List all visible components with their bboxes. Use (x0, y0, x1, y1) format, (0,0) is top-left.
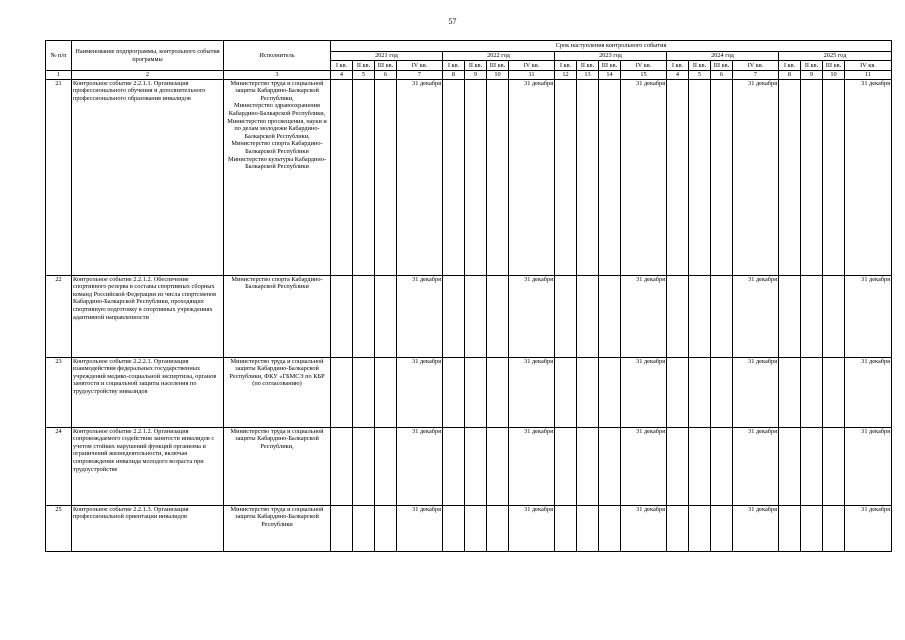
header-name: Наименование подпрограммы, контрольного события программы (72, 41, 224, 71)
empty-quarter-cell (667, 79, 689, 275)
table-row (46, 427, 892, 505)
empty-quarter-cell (555, 79, 577, 275)
executor-cell (224, 357, 331, 427)
column-number: 4 (331, 71, 353, 80)
quarter-header: I кв. (331, 61, 353, 71)
column-number: 7 (733, 71, 779, 80)
empty-quarter-cell (711, 505, 733, 551)
year-2025: 2025 год (779, 52, 892, 61)
year-2021: 2021 год (331, 52, 443, 61)
executor-line: Министерство здравоохранения Кабардино-Балкарской Республики, (228, 102, 326, 117)
quarter-header: I кв. (779, 61, 801, 71)
empty-quarter-cell (823, 357, 845, 427)
column-number: 11 (509, 71, 555, 80)
column-number: 10 (487, 71, 509, 80)
header-executor: Исполнитель (224, 41, 331, 71)
empty-quarter-cell (577, 275, 599, 357)
empty-quarter-cell (779, 427, 801, 505)
empty-quarter-cell (555, 427, 577, 505)
deadline-cell: 31 декабря (509, 427, 555, 505)
deadline-cell: 31 декабря (621, 275, 667, 357)
empty-quarter-cell (599, 427, 621, 505)
empty-quarter-cell (353, 79, 375, 275)
quarter-header: II кв. (353, 61, 375, 71)
empty-quarter-cell (555, 505, 577, 551)
column-numbering-row (46, 71, 892, 80)
deadline-cell: 31 декабря (733, 357, 779, 427)
executor-cell (224, 427, 331, 505)
deadline-cell: 31 декабря (733, 79, 779, 275)
empty-quarter-cell (779, 79, 801, 275)
deadline-cell: 31 декабря (621, 427, 667, 505)
quarter-header: IV кв. (397, 61, 443, 71)
row-number: 25 (46, 505, 72, 551)
column-number: 7 (397, 71, 443, 80)
empty-quarter-cell (353, 427, 375, 505)
column-number: 12 (555, 71, 577, 80)
executor-line: Министерство спорта Кабардино-Балкарской Республики (231, 275, 323, 291)
empty-quarter-cell (801, 427, 823, 505)
empty-quarter-cell (465, 275, 487, 357)
empty-quarter-cell (689, 505, 711, 551)
column-number: 14 (599, 71, 621, 80)
quarter-header: II кв. (689, 61, 711, 71)
executor-line: Министерство труда и социальной защиты Кабардино-Балкарской Республики (230, 505, 324, 528)
year-2023: 2023 год (555, 52, 667, 61)
table-row (46, 357, 892, 427)
table-row (46, 79, 892, 275)
year-2022: 2022 год (443, 52, 555, 61)
deadline-cell: 31 декабря (845, 357, 892, 427)
empty-quarter-cell (555, 357, 577, 427)
empty-quarter-cell (375, 79, 397, 275)
empty-quarter-cell (487, 275, 509, 357)
quarter-header: IV кв. (845, 61, 892, 71)
empty-quarter-cell (353, 357, 375, 427)
executor-line: Министерство культуры Кабардино-Балкарской Республики (228, 155, 326, 171)
executor-line: Министерство труда и социальной защиты Кабардино-Балкарской Республики, (230, 79, 324, 102)
page-number: 57 (448, 17, 457, 26)
empty-quarter-cell (487, 427, 509, 505)
deadline-cell: 31 декабря (509, 275, 555, 357)
column-number: 9 (801, 71, 823, 80)
empty-quarter-cell (375, 505, 397, 551)
empty-quarter-cell (443, 275, 465, 357)
event-name: Контрольное событие 2.2.1.2. Обеспечение спортивного резерва в составы спортивных сборных команд Российской Федерации из числа спортсменов Кабардино-Балкарской Республики, проходящих спортивную подготовку в спортивных учреждениях адаптивной направленности (72, 275, 224, 357)
quarter-header: III кв. (599, 61, 621, 71)
empty-quarter-cell (465, 357, 487, 427)
event-name: Контрольное событие 2.2.1.1. Организация профессионального обучения и дополнительного профессионального образования инвалидов (72, 79, 224, 275)
quarter-header: III кв. (487, 61, 509, 71)
empty-quarter-cell (801, 79, 823, 275)
executor-line: Министерство спорта Кабардино-Балкарской Республики (231, 140, 323, 155)
deadline-cell: 31 декабря (845, 505, 892, 551)
column-number: 8 (779, 71, 801, 80)
empty-quarter-cell (823, 275, 845, 357)
empty-quarter-cell (667, 505, 689, 551)
quarter-header: IV кв. (509, 61, 555, 71)
deadline-cell: 31 декабря (509, 357, 555, 427)
column-number: 3 (224, 71, 331, 80)
empty-quarter-cell (331, 357, 353, 427)
empty-quarter-cell (599, 275, 621, 357)
row-number: 21 (46, 79, 72, 275)
empty-quarter-cell (331, 79, 353, 275)
deadline-cell: 31 декабря (733, 505, 779, 551)
header-deadline: Срок наступления контрольного события (331, 41, 892, 52)
empty-quarter-cell (823, 79, 845, 275)
executor-cell (224, 79, 331, 275)
quarter-header: III кв. (823, 61, 845, 71)
empty-quarter-cell (487, 79, 509, 275)
column-number: 8 (443, 71, 465, 80)
column-number: 4 (667, 71, 689, 80)
empty-quarter-cell (689, 357, 711, 427)
empty-quarter-cell (779, 505, 801, 551)
table-row (46, 275, 892, 357)
empty-quarter-cell (823, 427, 845, 505)
deadline-cell: 31 декабря (733, 275, 779, 357)
executor-line: Министерство просвещения, науки и по делам молодежи Кабардино-Балкарской Республики, (227, 117, 327, 140)
empty-quarter-cell (375, 357, 397, 427)
empty-quarter-cell (555, 275, 577, 357)
empty-quarter-cell (801, 357, 823, 427)
table-header (46, 41, 892, 80)
event-name: Контрольное событие 2.2.1.2. Организация сопровождаемого содействия занятости инвалидов с учетом стойких нарушений функций организма и ограничений жизнедеятельности, включая сопровождение инвалида молодого возраста при трудоустройстве (72, 427, 224, 505)
empty-quarter-cell (465, 505, 487, 551)
empty-quarter-cell (487, 505, 509, 551)
quarter-header: II кв. (577, 61, 599, 71)
deadline-cell: 31 декабря (397, 79, 443, 275)
column-number: 6 (711, 71, 733, 80)
control-events-table (45, 40, 892, 552)
empty-quarter-cell (443, 357, 465, 427)
empty-quarter-cell (443, 427, 465, 505)
table-body (46, 79, 892, 551)
quarter-header: II кв. (801, 61, 823, 71)
empty-quarter-cell (689, 427, 711, 505)
column-number: 15 (621, 71, 667, 80)
empty-quarter-cell (689, 79, 711, 275)
empty-quarter-cell (801, 505, 823, 551)
deadline-cell: 31 декабря (509, 505, 555, 551)
quarter-header: III кв. (711, 61, 733, 71)
empty-quarter-cell (667, 357, 689, 427)
deadline-cell: 31 декабря (733, 427, 779, 505)
column-number: 2 (72, 71, 224, 80)
executor-line: Министерство труда и социальной защиты Кабардино-Балкарской Республики, ФКУ «ГБМСЭ по КБР (по согласованию) (229, 357, 325, 388)
empty-quarter-cell (577, 505, 599, 551)
empty-quarter-cell (577, 357, 599, 427)
executor-cell (224, 275, 331, 357)
empty-quarter-cell (331, 275, 353, 357)
column-number: 13 (577, 71, 599, 80)
empty-quarter-cell (599, 357, 621, 427)
empty-quarter-cell (711, 357, 733, 427)
empty-quarter-cell (599, 505, 621, 551)
empty-quarter-cell (823, 505, 845, 551)
deadline-cell: 31 декабря (845, 275, 892, 357)
table-row (46, 505, 892, 551)
empty-quarter-cell (465, 427, 487, 505)
deadline-cell: 31 декабря (397, 427, 443, 505)
column-number: 10 (823, 71, 845, 80)
empty-quarter-cell (577, 79, 599, 275)
empty-quarter-cell (599, 79, 621, 275)
empty-quarter-cell (353, 505, 375, 551)
empty-quarter-cell (465, 79, 487, 275)
column-number: 1 (46, 71, 72, 80)
quarter-header: II кв. (465, 61, 487, 71)
empty-quarter-cell (711, 79, 733, 275)
column-number: 5 (353, 71, 375, 80)
empty-quarter-cell (689, 275, 711, 357)
empty-quarter-cell (667, 427, 689, 505)
event-name: Контрольное событие 2.2.2.1. Организация взаимодействия федеральных государственных учреждений медико-социальной экспертизы, органов занятости и социальной защиты населения по трудоустройству инвалидов (72, 357, 224, 427)
deadline-cell: 31 декабря (397, 357, 443, 427)
empty-quarter-cell (711, 427, 733, 505)
deadline-cell: 31 декабря (397, 505, 443, 551)
deadline-cell: 31 декабря (397, 275, 443, 357)
header-num: № п/п (46, 41, 72, 71)
row-number: 24 (46, 427, 72, 505)
column-number: 5 (689, 71, 711, 80)
deadline-cell: 31 декабря (621, 357, 667, 427)
empty-quarter-cell (487, 357, 509, 427)
deadline-cell: 31 декабря (509, 79, 555, 275)
row-number: 22 (46, 275, 72, 357)
empty-quarter-cell (331, 427, 353, 505)
column-number: 11 (845, 71, 892, 80)
executor-line: Министерство труда и социальной защиты Кабардино-Балкарской Республики, (230, 427, 324, 450)
empty-quarter-cell (443, 505, 465, 551)
quarter-header: I кв. (667, 61, 689, 71)
empty-quarter-cell (375, 275, 397, 357)
quarter-header: IV кв. (733, 61, 779, 71)
empty-quarter-cell (353, 275, 375, 357)
deadline-cell: 31 декабря (845, 427, 892, 505)
deadline-cell: 31 декабря (621, 79, 667, 275)
executor-cell (224, 505, 331, 551)
deadline-cell: 31 декабря (845, 79, 892, 275)
column-number: 6 (375, 71, 397, 80)
quarter-header: I кв. (443, 61, 465, 71)
deadline-cell: 31 декабря (621, 505, 667, 551)
quarter-header: III кв. (375, 61, 397, 71)
empty-quarter-cell (779, 357, 801, 427)
year-2024: 2024 год (667, 52, 779, 61)
empty-quarter-cell (801, 275, 823, 357)
empty-quarter-cell (711, 275, 733, 357)
row-number: 23 (46, 357, 72, 427)
empty-quarter-cell (375, 427, 397, 505)
empty-quarter-cell (667, 275, 689, 357)
column-number: 9 (465, 71, 487, 80)
empty-quarter-cell (779, 275, 801, 357)
empty-quarter-cell (331, 505, 353, 551)
quarter-header: I кв. (555, 61, 577, 71)
empty-quarter-cell (577, 427, 599, 505)
empty-quarter-cell (443, 79, 465, 275)
event-name: Контрольное событие 2.2.1.3. Организация профессиональной ориентации инвалидов (72, 505, 224, 551)
quarter-header: IV кв. (621, 61, 667, 71)
